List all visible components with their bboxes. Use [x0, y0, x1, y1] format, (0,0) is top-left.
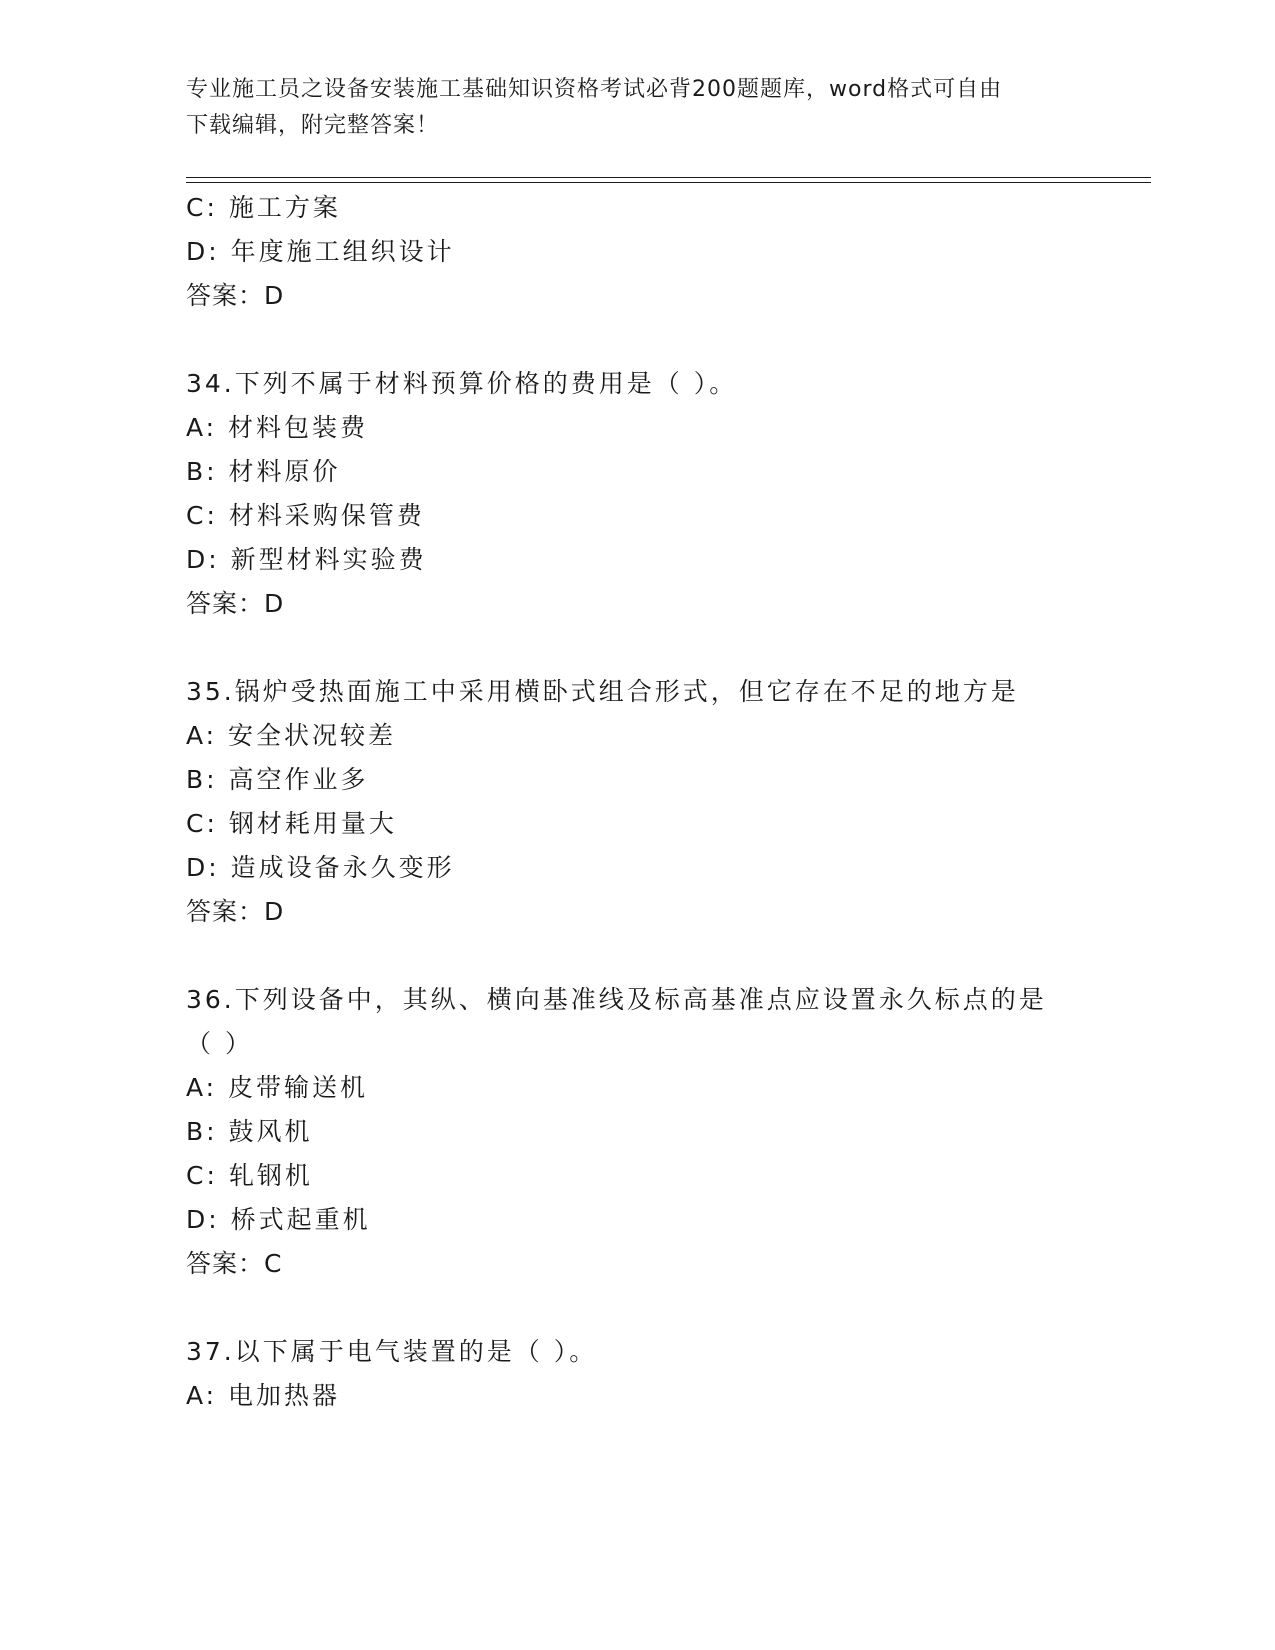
- option-d: D: 造成设备永久变形: [186, 853, 455, 882]
- question-36-continuation: （ ）: [186, 1029, 253, 1058]
- option-a: A: 电加热器: [186, 1381, 341, 1410]
- answer-line: 答案：D: [186, 589, 285, 618]
- option-b: B: 材料原价: [186, 457, 341, 486]
- header-line-2: 下载编辑，附完整答案！: [186, 113, 440, 138]
- document-header: [186, 72, 1086, 144]
- question-34: 34.下列不属于材料预算价格的费用是（ ）。: [186, 369, 738, 398]
- header-line-1: 专业施工员之设备安装施工基础知识资格考试必背200题题库，word格式可自由: [186, 77, 1003, 102]
- option-a: A: 材料包装费: [186, 413, 369, 442]
- header-divider-top: [186, 177, 1151, 178]
- question-36: 36.下列设备中，其纵、横向基准线及标高基准点应设置永久标点的是: [186, 985, 1047, 1014]
- option-c: C: 轧钢机: [186, 1161, 313, 1190]
- header-divider-bottom: [186, 182, 1151, 183]
- option-d: D: 新型材料实验费: [186, 545, 427, 574]
- option-a: A: 皮带输送机: [186, 1073, 369, 1102]
- option-c: C: 材料采购保管费: [186, 501, 425, 530]
- question-37: 37.以下属于电气装置的是（ ）。: [186, 1337, 598, 1366]
- option-c: C: 施工方案: [186, 193, 341, 222]
- option-b: B: 鼓风机: [186, 1117, 313, 1146]
- option-d: D: 年度施工组织设计: [186, 237, 455, 266]
- question-35: 35.锅炉受热面施工中采用横卧式组合形式，但它存在不足的地方是: [186, 677, 1019, 706]
- answer-line: 答案：D: [186, 281, 285, 310]
- option-a: A: 安全状况较差: [186, 721, 397, 750]
- answer-line: 答案：C: [186, 1249, 283, 1278]
- option-b: B: 高空作业多: [186, 765, 369, 794]
- answer-line: 答案：D: [186, 897, 285, 926]
- option-d: D: 桥式起重机: [186, 1205, 371, 1234]
- option-c: C: 钢材耗用量大: [186, 809, 397, 838]
